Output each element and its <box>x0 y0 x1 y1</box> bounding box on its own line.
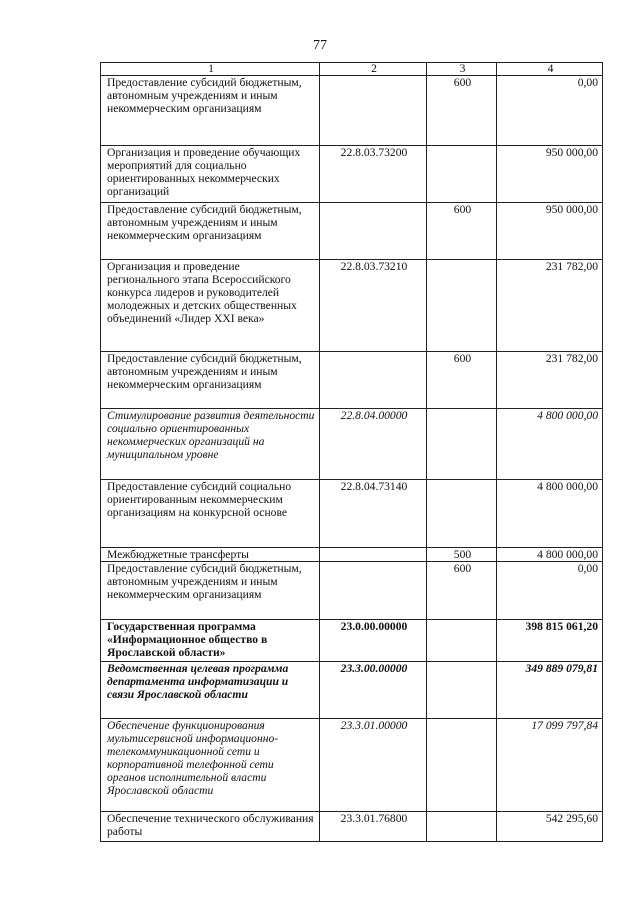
table-header-row <box>101 63 603 76</box>
row-sum-cell: 0,00 <box>497 76 603 146</box>
row-sum-cell: 542 295,60 <box>497 812 603 842</box>
header-col-2: 2 <box>320 63 427 76</box>
row-sum-cell: 4 800 000,00 <box>497 480 603 548</box>
row-code-cell: 23.0.00.00000 <box>320 620 427 662</box>
table-row <box>101 662 603 719</box>
row-name-cell: Предоставление субсидий бюджетным, автономным учреждениям и иным некоммерческим организациям <box>101 76 320 146</box>
row-sum-cell: 4 800 000,00 <box>497 548 603 562</box>
header-col-1: 1 <box>101 63 320 76</box>
row-kvr-cell <box>427 260 497 352</box>
row-code-cell <box>320 548 427 562</box>
row-sum-cell: 4 800 000,00 <box>497 409 603 480</box>
row-code-cell <box>320 562 427 620</box>
row-name-cell: Межбюджетные трансферты <box>101 548 320 562</box>
row-name-cell: Предоставление субсидий социально ориентированным некоммерческим организациям на конкурсной основе <box>101 480 320 548</box>
row-name-cell: Организация и проведение регионального этапа Всероссийского конкурса лидеров и руководителей молодежных и детских общественных объединений «Лидер XXI века» <box>101 260 320 352</box>
row-code-cell: 22.8.04.00000 <box>320 409 427 480</box>
table-row <box>101 562 603 620</box>
row-kvr-cell: 600 <box>427 352 497 409</box>
row-name-cell: Организация и проведение обучающих мероприятий для социально ориентированных некоммерческих организаций <box>101 146 320 203</box>
row-name-cell: Обеспечение функционирования мультисервисной информационно-телекоммуникационной сети и корпоративной телефонной сети органов исполнительной власти Ярославской области <box>101 719 320 812</box>
row-code-cell: 23.3.00.00000 <box>320 662 427 719</box>
row-sum-cell: 231 782,00 <box>497 260 603 352</box>
row-name-cell: Предоставление субсидий бюджетным, автономным учреждениям и иным некоммерческим организациям <box>101 203 320 260</box>
row-kvr-cell <box>427 662 497 719</box>
row-sum-cell: 349 889 079,81 <box>497 662 603 719</box>
table-row <box>101 409 603 480</box>
row-code-cell <box>320 76 427 146</box>
row-code-cell: 22.8.03.73200 <box>320 146 427 203</box>
page-number: 77 <box>313 38 327 53</box>
row-kvr-cell: 500 <box>427 548 497 562</box>
table-row <box>101 719 603 812</box>
row-kvr-cell: 600 <box>427 203 497 260</box>
header-col-3: 3 <box>427 63 497 76</box>
row-kvr-cell: 600 <box>427 76 497 146</box>
row-kvr-cell <box>427 146 497 203</box>
row-code-cell <box>320 203 427 260</box>
table-row <box>101 548 603 562</box>
header-col-4: 4 <box>497 63 603 76</box>
row-code-cell: 22.8.03.73210 <box>320 260 427 352</box>
table-row <box>101 352 603 409</box>
table-body <box>101 76 603 842</box>
row-kvr-cell <box>427 719 497 812</box>
row-sum-cell: 398 815 061,20 <box>497 620 603 662</box>
table-row <box>101 203 603 260</box>
row-code-cell: 23.3.01.76800 <box>320 812 427 842</box>
row-name-cell: Ведомственная целевая программа департамента информатизации и связи Ярославской области <box>101 662 320 719</box>
row-kvr-cell <box>427 620 497 662</box>
row-name-cell: Предоставление субсидий бюджетным, автономным учреждениям и иным некоммерческим организациям <box>101 352 320 409</box>
row-kvr-cell <box>427 812 497 842</box>
row-name-cell: Обеспечение технического обслуживания работы <box>101 812 320 842</box>
row-name-cell: Предоставление субсидий бюджетным, автономным учреждениям и иным некоммерческим организациям <box>101 562 320 620</box>
row-name-cell: Государственная программа «Информационное общество в Ярославской области» <box>101 620 320 662</box>
table-row <box>101 76 603 146</box>
row-sum-cell: 950 000,00 <box>497 203 603 260</box>
table-row <box>101 812 603 842</box>
row-code-cell: 23.3.01.00000 <box>320 719 427 812</box>
row-kvr-cell: 600 <box>427 562 497 620</box>
row-code-cell <box>320 352 427 409</box>
row-code-cell: 22.8.04.73140 <box>320 480 427 548</box>
table-row <box>101 620 603 662</box>
row-sum-cell: 950 000,00 <box>497 146 603 203</box>
table-row <box>101 260 603 352</box>
row-kvr-cell <box>427 480 497 548</box>
row-sum-cell: 17 099 797,84 <box>497 719 603 812</box>
row-name-cell: Стимулирование развития деятельности социально ориентированных некоммерческих организаций на муниципальном уровне <box>101 409 320 480</box>
table-row <box>101 480 603 548</box>
row-sum-cell: 231 782,00 <box>497 352 603 409</box>
row-sum-cell: 0,00 <box>497 562 603 620</box>
row-kvr-cell <box>427 409 497 480</box>
table-row <box>101 146 603 203</box>
budget-table <box>100 62 603 842</box>
